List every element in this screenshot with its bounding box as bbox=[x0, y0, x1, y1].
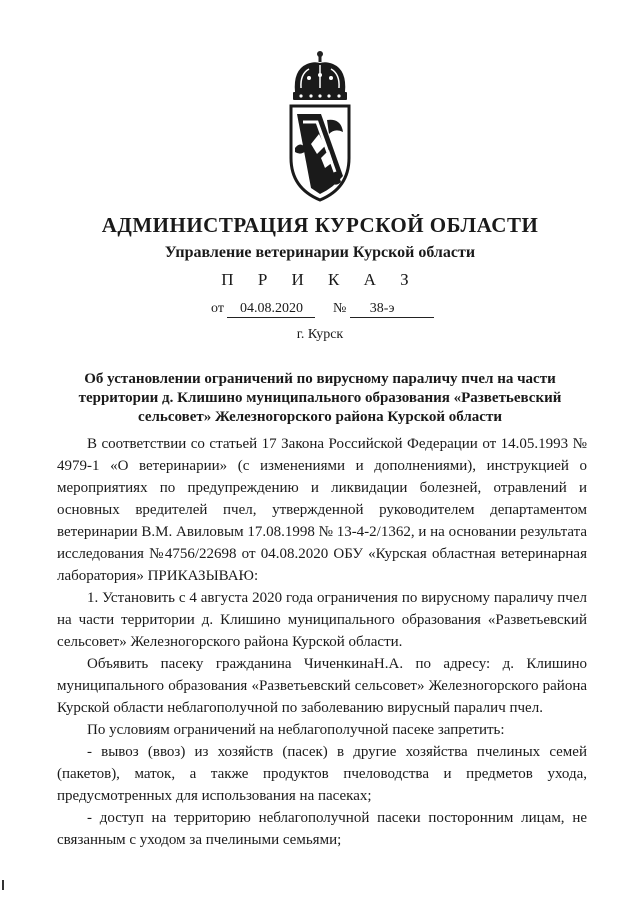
body-paragraph: - вывоз (ввоз) из хозяйств (пасек) в другие хозяйства пчелиных семей (пакетов), маток, а также продуктов пчеловодства и предметов ухода, предусмотренных для использования на пасеках; bbox=[57, 744, 587, 804]
document-subject bbox=[40, 370, 600, 427]
coat-of-arms-emblem bbox=[281, 48, 359, 208]
document-type: П Р И К А З bbox=[221, 270, 419, 289]
shield-icon bbox=[291, 106, 349, 200]
body-paragraph: - доступ на территорию неблагополучной пасеки посторонним лицам, не связанным с уходом за пчелиными семьями; bbox=[57, 810, 587, 848]
crown-icon bbox=[293, 51, 347, 100]
body-paragraph: По условиям ограничений на неблагополучной пасеке запретить: bbox=[87, 722, 505, 738]
document-number: 38-э bbox=[350, 301, 434, 318]
city-name: г. Курск bbox=[296, 327, 344, 342]
date-number-line bbox=[211, 301, 434, 318]
body-paragraph: 1. Установить с 4 августа 2020 года ограничения по вирусному параличу пчел на части территории д. Клишино муниципального образования «Разветьевский сельсовет» Железногорского района Курской области. bbox=[57, 590, 587, 650]
subject-line: Об установлении ограничений по вирусному параличу пчел на части bbox=[84, 371, 556, 387]
organization-title: АДМИНИСТРАЦИЯ КУРСКОЙ ОБЛАСТИ bbox=[101, 213, 539, 237]
number-prefix: № bbox=[332, 301, 347, 316]
organization-subtitle: Управление ветеринарии Курской области bbox=[164, 244, 476, 261]
document-body bbox=[57, 433, 587, 851]
subject-line: территории д. Клишино муниципального образования «Разветьевский bbox=[78, 390, 562, 406]
body-paragraph: В соответствии со статьей 17 Закона Российской Федерации от 14.05.1993 № 4979-1 «О ветеринарии» (с изменениями и дополнениями), инструкцией о мероприятиях по предупреждению и ликвидации болезней, отравлений и основных вредителей пчел, утвержденной руководителем департаментом ветеринарии В.М. Авиловым 17.08.1998 № 13-4-2/1362, и на основании результата исследования №4756/22698 от 04.08.2020 ОБУ «Курская областная ветеринарная лаборатория» ПРИКАЗЫВАЮ: bbox=[57, 436, 587, 584]
document-date: 04.08.2020 bbox=[227, 301, 315, 318]
subject-line: сельсовет» Железногорского района Курской области bbox=[138, 409, 502, 425]
scan-mark bbox=[2, 880, 4, 890]
date-prefix: от bbox=[211, 301, 224, 316]
body-paragraph: Объявить пасеку гражданина ЧиченкинаН.А. по адресу: д. Клишино муниципального образования «Разветьевский сельсовет» Железногорского района Курской области неблагополучной по заболеванию вирусный паралич пчел. bbox=[57, 656, 587, 716]
